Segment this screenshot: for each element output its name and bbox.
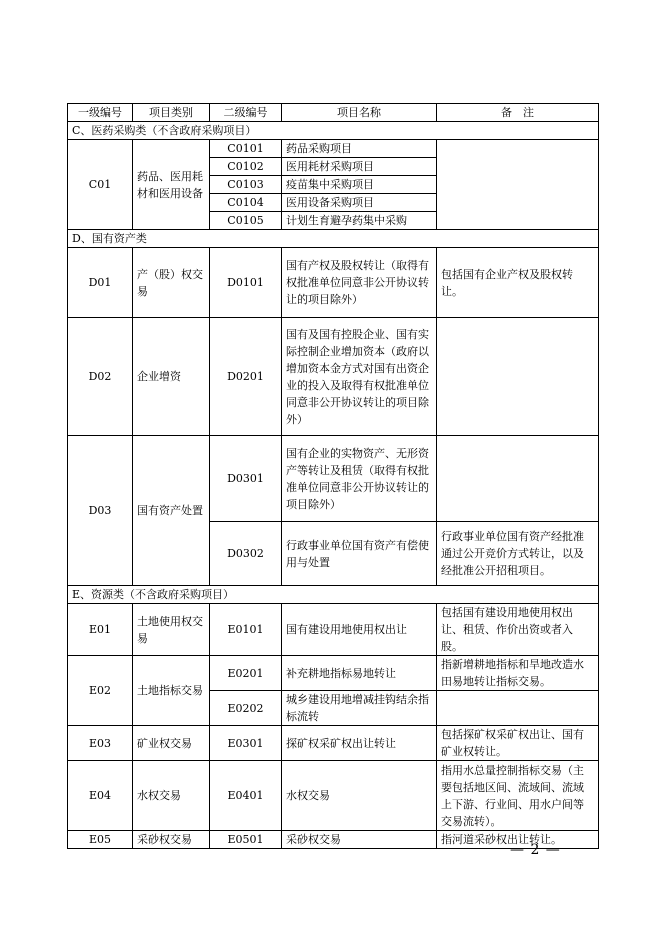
section-e-title: E、资源类（不含政府采购项目） [68, 586, 599, 604]
catalog-table [67, 103, 599, 849]
page-number: — 2 — [510, 842, 561, 858]
d0101-code: D0101 [210, 248, 282, 318]
e0202-note [437, 691, 599, 726]
d01-code: D01 [68, 248, 133, 318]
d0302-name: 行政事业单位国有资产有偿使用与处置 [282, 522, 437, 586]
d02-code: D02 [68, 318, 133, 436]
e05-category: 采砂权交易 [133, 831, 210, 849]
e02-code: E02 [68, 656, 133, 726]
e0401-name: 水权交易 [282, 761, 437, 831]
header-level1-code: 一级编号 [68, 104, 133, 122]
d03-category: 国有资产处置 [133, 436, 210, 586]
c0102-name: 医用耗材采购项目 [282, 158, 437, 176]
c0101-name: 药品采购项目 [282, 140, 437, 158]
e0202-name: 城乡建设用地增减挂钩结余指标流转 [282, 691, 437, 726]
e03-note: 包括探矿权采矿权出让、国有矿业权转让。 [437, 726, 599, 761]
c01-code: C01 [68, 140, 133, 230]
e02-category: 土地指标交易 [133, 656, 210, 726]
e0201-code: E0201 [210, 656, 282, 691]
e04-code: E04 [68, 761, 133, 831]
d0302-code: D0302 [210, 522, 282, 586]
c0104-name: 医用设备采购项目 [282, 194, 437, 212]
c0105-code: C0105 [210, 212, 282, 230]
e03-code: E03 [68, 726, 133, 761]
e0201-name: 补充耕地指标易地转让 [282, 656, 437, 691]
e0501-code: E0501 [210, 831, 282, 849]
e01-category: 土地使用权交易 [133, 604, 210, 656]
c01-note [437, 140, 599, 230]
header-level2-code: 二级编号 [210, 104, 282, 122]
e0401-code: E0401 [210, 761, 282, 831]
e0201-note: 指新增耕地指标和旱地改造水田易地转让指标交易。 [437, 656, 599, 691]
c0103-name: 疫苗集中采购项目 [282, 176, 437, 194]
e0101-name: 国有建设用地使用权出让 [282, 604, 437, 656]
e0101-code: E0101 [210, 604, 282, 656]
e0501-name: 采砂权交易 [282, 831, 437, 849]
c0103-code: C0103 [210, 176, 282, 194]
d03-code: D03 [68, 436, 133, 586]
d02-category: 企业增资 [133, 318, 210, 436]
c0102-code: C0102 [210, 158, 282, 176]
section-c-title: C、医药采购类（不含政府采购项目） [68, 122, 599, 140]
d0302-note: 行政事业单位国有资产经批准通过公开竞价方式转让，以及经批准公开招租项目。 [437, 522, 599, 586]
e04-note: 指用水总量控制指标交易（主要包括地区间、流域间、流域上下游、行业间、用水户间等交易流转）。 [437, 761, 599, 831]
d0301-name: 国有企业的实物资产、无形资产等转让及租赁（取得有权批准单位同意非公开协议转让的项目除外） [282, 436, 437, 522]
c01-category: 药品、医用耗材和医用设备 [133, 140, 210, 230]
table-header-row [68, 104, 599, 122]
d0201-code: D0201 [210, 318, 282, 436]
d01-category: 产（股）权交易 [133, 248, 210, 318]
c0104-code: C0104 [210, 194, 282, 212]
header-category: 项目类别 [133, 104, 210, 122]
e0301-name: 探矿权采矿权出让转让 [282, 726, 437, 761]
d02-note [437, 318, 599, 436]
section-d-title: D、国有资产类 [68, 230, 599, 248]
e04-category: 水权交易 [133, 761, 210, 831]
d0201-name: 国有及国有控股企业、国有实际控制企业增加资本（政府以增加资本金方式对国有出资企业的投入及取得有权批准单位同意非公开协议转让的项目除外） [282, 318, 437, 436]
d01-note: 包括国有企业产权及股权转让。 [437, 248, 599, 318]
e01-code: E01 [68, 604, 133, 656]
e05-note: 指河道采砂权出让转让。 [437, 831, 599, 849]
e03-category: 矿业权交易 [133, 726, 210, 761]
c0101-code: C0101 [210, 140, 282, 158]
e01-note: 包括国有建设用地使用权出让、租赁、作价出资或者入股。 [437, 604, 599, 656]
d0301-note [437, 436, 599, 522]
d0101-name: 国有产权及股权转让（取得有权批准单位同意非公开协议转让的项目除外） [282, 248, 437, 318]
e05-code: E05 [68, 831, 133, 849]
e0301-code: E0301 [210, 726, 282, 761]
header-remarks: 备 注 [437, 104, 599, 122]
c0105-name: 计划生育避孕药集中采购 [282, 212, 437, 230]
header-item-name: 项目名称 [282, 104, 437, 122]
d0301-code: D0301 [210, 436, 282, 522]
e0202-code: E0202 [210, 691, 282, 726]
